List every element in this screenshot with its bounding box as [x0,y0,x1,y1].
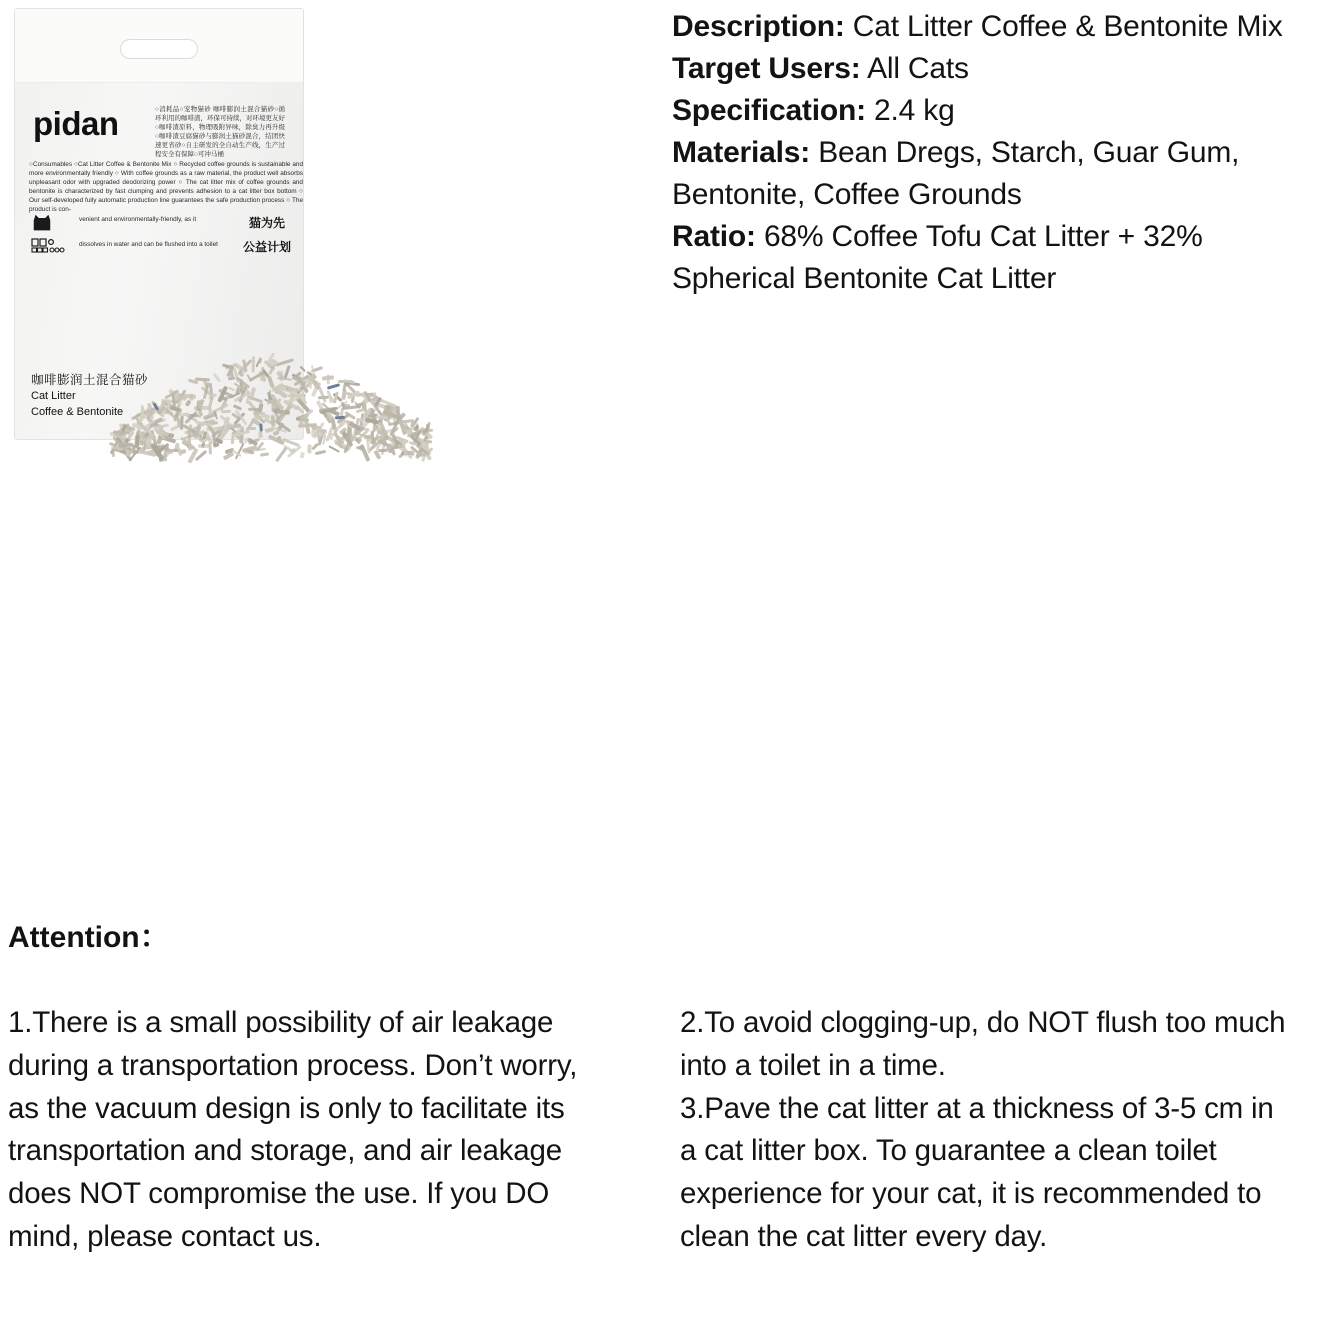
bag-bottom-en-2: Coffee & Bentonite [31,406,124,419]
specification-list [672,4,1317,300]
product-overview-section [0,0,1317,464]
product-image [0,4,672,464]
spec-materials-value: Bean Dregs, Starch, Guar Gum, Bentonite, Coffee Grounds [672,136,1240,211]
spec-description [672,6,1299,48]
attention-section [0,912,1317,1259]
spec-specification-value: 2.4 kg [874,94,955,127]
spec-materials [672,132,1299,216]
spec-target-label: Target Users: [672,52,861,85]
spec-ratio-value: 68% Coffee Tofu Cat Litter + 32% Spherical Bentonite Cat Litter [672,220,1203,295]
bag-bottom-cn: 咖啡膨润土混合猫砂 [31,373,149,387]
package-tagline-2: dissolves in water and can be flushed into a toilet [79,241,218,248]
spec-target-value: All Cats [867,52,969,85]
spec-target-users [672,48,1299,90]
package-tagline-1: venient and environmentally-friendly, as it [79,216,197,223]
spec-description-value: Cat Litter Coffee & Bentonite Mix [852,10,1283,43]
bag-handle [120,39,198,59]
spec-ratio-label: Ratio: [672,220,756,253]
attention-column-left [8,1002,680,1259]
attention-item-3: 3.Pave the cat litter at a thickness of 3-5 cm in a cat litter box. To guarantee a clean toilet experience for your cat, it is recommended to clean the cat litter every day. [680,1091,1274,1253]
spec-ratio [672,216,1299,300]
spec-materials-label: Materials: [672,136,811,169]
cat-litter-pile [105,356,425,454]
attention-title: Attention： [8,921,170,954]
spec-specification-label: Specification: [672,94,866,127]
brand-logo: pidan [33,105,119,142]
spec-specification [672,90,1299,132]
attention-item-2: 2.To avoid clogging-up, do NOT flush too much into a toilet in a time. [680,1006,1286,1082]
package-cn-tag-2: 公益计划 [243,240,292,254]
toilet-icon [31,237,77,253]
spec-description-label: Description: [672,10,845,43]
package-cn-tag-1: 猫为先 [249,216,286,230]
cat-icon [31,212,53,234]
package-chinese-copy: ○消耗品○宠物猫砂 咖啡膨润土混合猫砂○循环利用的咖啡渣，环保可持续，对环境更友好○咖啡渣原料，物理吸附异味，除臭力再升级○咖啡渣豆腐猫砂与膨润土猫砂混合，结团快速更省砂○自主研发的全自动生产线，生产过程安全有保障○可冲马桶 [155,106,285,158]
attention-item-1: 1.There is a small possibility of air leakage during a transportation process. Don’t worry, as the vacuum design is only to facilitate its transportation and storage, and air leakage does NOT compromise the use. If you DO mind, please contact us. [8,1006,578,1253]
bag-bottom-en-1: Cat Litter [31,390,76,403]
attention-column-right [680,1002,1303,1259]
package-english-copy: ○Consumables ○Cat Litter Coffee & Bentonite Mix ○ Recycled coffee grounds is sustainable and more environmentally friendly ○ With coffee grounds as a raw material, the product well absorbs unpleasant odor with upgraded deodorizing power ○ The cat litter mix of coffee grounds and bentonite is characterized by fast clumping and prevents adhesion to a cat litter box bottom ○ Our self-developed fully automatic production line guarantees the safe production process ○ The product is con- [29,161,303,213]
attention-columns [8,1002,1303,1259]
